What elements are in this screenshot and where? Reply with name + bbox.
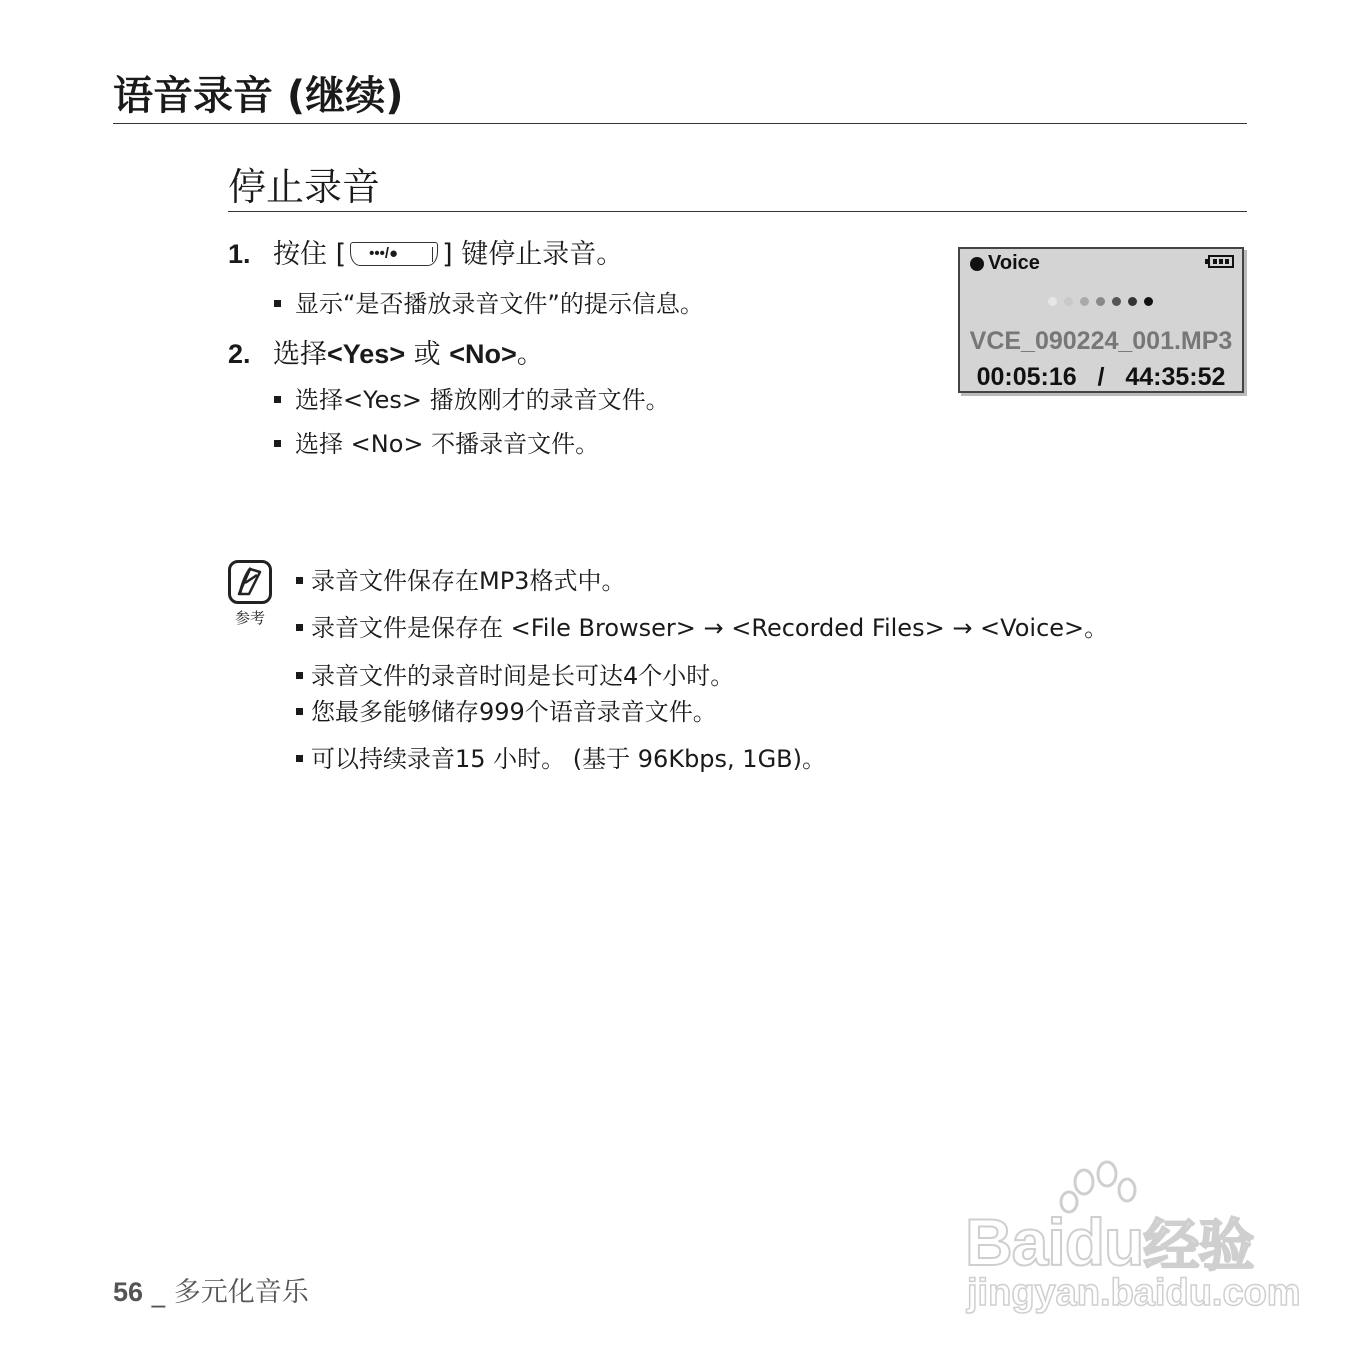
- watermark-brand: Baidu经验: [965, 1205, 1254, 1279]
- bullet-square-icon: [296, 755, 303, 762]
- record-dot-icon: [970, 257, 984, 271]
- time-separator: /: [1097, 363, 1105, 391]
- progress-dot: [1064, 297, 1073, 306]
- progress-dot: [1080, 297, 1089, 306]
- note-item: 录音文件的录音时间是长可达4个小时。: [296, 660, 734, 692]
- note-item: 您最多能够储存999个语音录音文件。: [296, 696, 717, 728]
- title-divider: [113, 123, 1247, 124]
- progress-dot: [1144, 297, 1153, 306]
- yes-option: <Yes>: [327, 339, 406, 369]
- bullet-square-icon: [296, 672, 303, 679]
- step-2-bullet-no: 选择 <No> 不播录音文件。: [274, 428, 599, 460]
- mode-label: Voice: [988, 252, 1040, 274]
- progress-dot: [1112, 297, 1121, 306]
- bullet-square-icon: [296, 624, 303, 631]
- note-item: 录音文件保存在MP3格式中。: [296, 565, 625, 597]
- no-option: <No>: [449, 339, 517, 369]
- progress-dot: [1128, 297, 1137, 306]
- step-1-bullet: 显示“是否播放录音文件”的提示信息。: [274, 288, 704, 320]
- device-screen: [958, 247, 1244, 393]
- note-item: 录音文件是保存在 <File Browser> → <Recorded Files> → <Voice>。: [296, 612, 1108, 644]
- bullet-square-icon: [274, 396, 281, 403]
- remaining-time: 44:35:52: [1125, 363, 1226, 391]
- step-text-before: 按住 [: [273, 239, 347, 270]
- progress-dot: [1048, 297, 1057, 306]
- step-2-bullet-yes: 选择<Yes> 播放刚才的录音文件。: [274, 384, 670, 416]
- step-text-after: ] 键停止录音。: [442, 239, 624, 270]
- step-2: 2. 选择<Yes> 或 <No>。: [228, 336, 544, 373]
- baidu-watermark: [965, 1160, 1301, 1314]
- footer-section: 多元化音乐: [173, 1277, 309, 1308]
- step-number: 1.: [228, 239, 251, 269]
- step-text-before: 选择: [273, 339, 327, 370]
- page-title: 语音录音 (继续): [113, 73, 404, 119]
- step-1: [228, 236, 623, 273]
- battery-icon: [1208, 255, 1234, 268]
- step-number: 2.: [228, 339, 251, 369]
- note-label: 参考: [235, 609, 266, 627]
- watermark-url: jingyan.baidu.com: [967, 1272, 1301, 1314]
- recording-time: [960, 362, 1242, 392]
- note-pen-icon: [228, 560, 272, 604]
- note-icon-block: [228, 560, 276, 630]
- section-title: 停止录音: [228, 165, 381, 209]
- elapsed-time: 00:05:16: [976, 363, 1077, 391]
- record-key-icon: •••/●: [350, 242, 438, 266]
- page-footer: 56 _ 多元化音乐: [113, 1277, 309, 1308]
- bullet-square-icon: [274, 300, 281, 307]
- section-divider: [228, 211, 1247, 212]
- bullet-square-icon: [274, 440, 281, 447]
- progress-dot: [1096, 297, 1105, 306]
- recording-filename: VCE_090224_001.MP3: [969, 327, 1233, 355]
- bullet-square-icon: [296, 577, 303, 584]
- page-number: 56: [113, 1277, 144, 1307]
- bullet-square-icon: [296, 708, 303, 715]
- note-item: 可以持续录音15 小时。 (基于 96Kbps, 1GB)。: [296, 743, 826, 775]
